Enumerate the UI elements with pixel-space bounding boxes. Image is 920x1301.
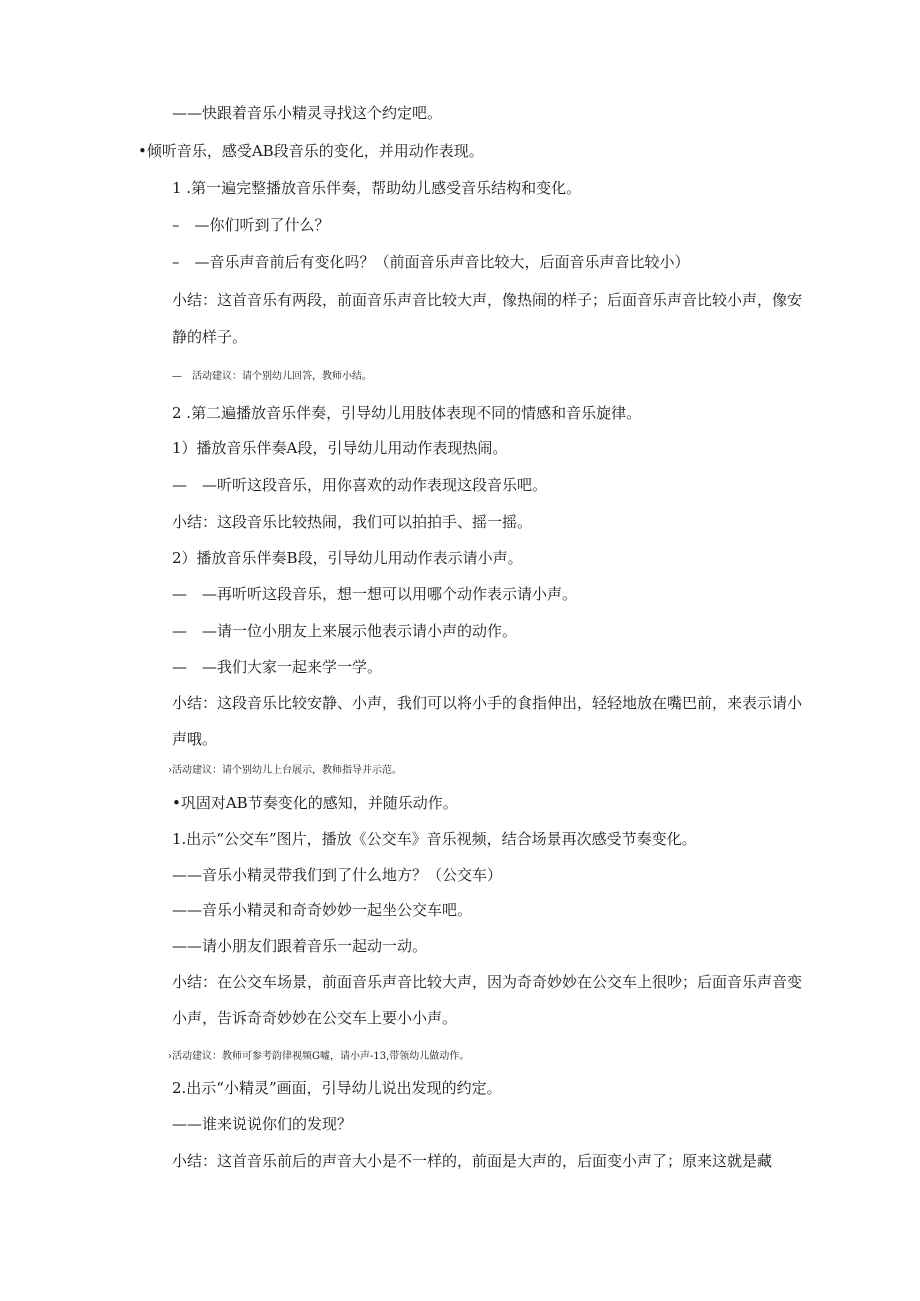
dialogue-line: ——请小朋友们跟着音乐一起动一动。 [172,937,428,955]
activity-note: ›活动建议：教师可参考韵律视频G嘘，请小声-13,带领幼儿做动作。 [168,1051,470,1062]
sub-step: 2）播放音乐伴奏B段，引导幼儿用动作表示请小声。 [172,549,523,567]
summary-paragraph: 小结：这段音乐比较热闹，我们可以拍拍手、摇一摇。 [172,513,533,531]
step-heading: 2.出示“小精灵”画面，引导幼儿说出发现的约定。 [172,1079,502,1097]
dialogue-line: ——音乐小精灵和奇奇妙妙一起坐公交车吧。 [172,901,473,919]
activity-note: ›活动建议：请个别幼儿上台展示，教师指导并示范。 [168,765,402,776]
activity-note: — 活动建议：请个别幼儿回答，教师小结。 [172,371,372,382]
sub-step: 1）播放音乐伴奏A段，引导幼儿用动作表现热闹。 [172,439,508,457]
step-heading: 1.出示“公交车”图片，播放《公交车》音乐视频，结合场景再次感受节奏变化。 [172,830,697,848]
bullet-heading: •倾听音乐，感受AB段音乐的变化，并用动作表现。 [138,142,484,160]
dialogue-line: — —我们大家一起来学一学。 [172,658,383,676]
dialogue-line: – —音乐声音前后有变化吗？（前面音乐声音比较大，后面音乐声音比较小） [172,253,690,271]
summary-paragraph: 小结：在公交车场景，前面音乐声音比较大声，因为奇奇妙妙在公交车上很吵；后面音乐声音变 [172,973,803,991]
dialogue-line: — —再听听这段音乐，想一想可以用哪个动作表示请小声。 [172,585,578,603]
summary-paragraph-cont: 声哦。 [172,730,218,748]
summary-paragraph-cont: 小声，告诉奇奇妙妙在公交车上要小小声。 [172,1009,458,1027]
dialogue-line: — —请一位小朋友上来展示他表示请小声的动作。 [172,622,518,640]
step-heading: 1 .第一遍完整播放音乐伴奏，帮助幼儿感受音乐结构和变化。 [172,179,582,197]
bullet-heading: •巩固对AB节奏变化的感知，并随乐动作。 [172,794,458,812]
dialogue-line: ——谁来说说你们的发现？ [172,1115,353,1133]
summary-paragraph: 小结：这段音乐比较安静、小声，我们可以将小手的食指伸出，轻轻地放在嘴巴前，来表示请小 [172,694,803,712]
dialogue-line: – —你们听到了什么？ [172,216,330,234]
summary-paragraph: 小结：这首音乐有两段，前面音乐声音比较大声，像热闹的样子；后面音乐声音比较小声，像安 [172,291,803,309]
summary-paragraph: 小结：这首音乐前后的声音大小是不一样的，前面是大声的，后面变小声了；原来这就是藏 [172,1152,773,1170]
dialogue-line: — —听听这段音乐，用你喜欢的动作表现这段音乐吧。 [172,476,548,494]
dialogue-line: ——音乐小精灵带我们到了什么地方？（公交车） [172,866,503,884]
text-line: ——快跟着音乐小精灵寻找这个约定吧。 [172,104,443,122]
summary-paragraph-cont: 静的样子。 [172,328,248,346]
step-heading: 2 .第二遍播放音乐伴奏，引导幼儿用肢体表现不同的情感和音乐旋律。 [172,404,642,422]
